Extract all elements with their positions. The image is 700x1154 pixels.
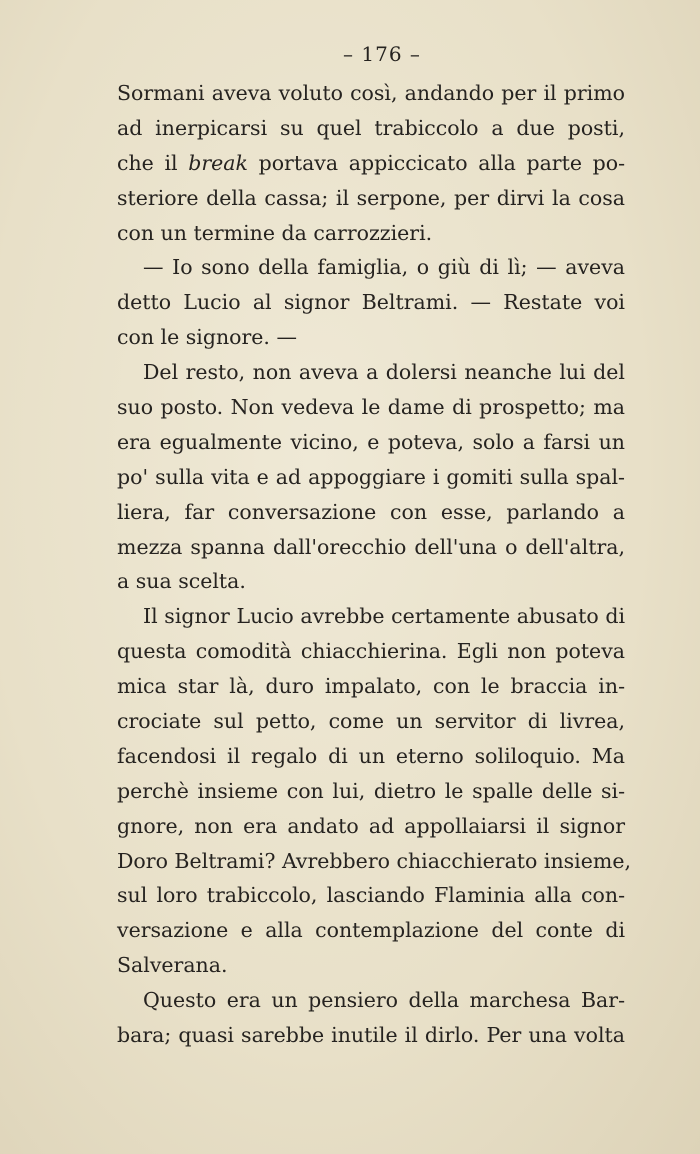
text-line: sul loro trabiccolo, lasciando Flaminia alla con- — [117, 883, 625, 908]
text-line: — Io sono della famiglia, o giù di lì; — aveva — [143, 255, 625, 280]
text-line: detto Lucio al signor Beltrami. — Restate voi — [117, 290, 625, 315]
text-line: Del resto, non aveva a dolersi neanche lui del — [143, 360, 625, 385]
text-line: Doro Beltrami? Avrebbero chiacchierato insieme, — [117, 848, 631, 873]
paragraph — [117, 599, 631, 983]
page-number: – 176 – — [343, 42, 421, 66]
text-line: a sua scelta. — [117, 569, 246, 594]
text-line: ad inerpicarsi su quel trabiccolo a due posti, — [117, 115, 625, 140]
paragraph — [117, 983, 625, 1053]
text-line: Salverana. — [117, 953, 228, 978]
paragraph — [117, 355, 625, 599]
paragraph — [117, 76, 625, 250]
text-line: mezza spanna dall'orecchio dell'una o dell'altra, — [117, 534, 625, 559]
italic-word: break — [188, 150, 248, 175]
text-line: facendosi il regalo di un eterno soliloquio. Ma — [117, 743, 625, 768]
text-line: versazione e alla contemplazione del conte di — [117, 918, 625, 943]
text-line: con un termine da carrozzieri. — [117, 220, 433, 245]
text-line: gnore, non era andato ad appollaiarsi il signor — [117, 813, 625, 838]
text-line: mica star là, duro impalato, con le braccia in- — [117, 674, 625, 699]
text-segment: portava appiccicato alla parte po- — [247, 150, 625, 175]
text-line: Sormani aveva voluto così, andando per il primo — [117, 81, 625, 105]
text-line: steriore della cassa; il serpone, per dirvi la cosa — [117, 185, 625, 210]
text-line: Il signor Lucio avrebbe certamente abusato di — [143, 604, 625, 629]
body-text — [117, 76, 631, 1053]
text-line: bara; quasi sarebbe inutile il dirlo. Per una volta — [117, 1023, 625, 1048]
text-line: crociate sul petto, come un servitor di livrea, — [117, 709, 625, 734]
text-line: con le signore. — — [117, 325, 297, 350]
text-line: po' sulla vita e ad appoggiare i gomiti sulla spal- — [117, 464, 625, 489]
text-line: Questo era un pensiero della marchesa Bar- — [143, 988, 625, 1013]
paragraph — [117, 250, 625, 355]
text-line — [117, 146, 625, 181]
text-line: questa comodità chiacchierina. Egli non poteva — [117, 639, 625, 664]
text-line: era egualmente vicino, e poteva, solo a farsi un — [117, 429, 625, 454]
text-line: suo posto. Non vedeva le dame di prospetto; ma — [117, 395, 625, 420]
text-line: perchè insieme con lui, dietro le spalle delle si- — [117, 778, 625, 803]
text-line: liera, far conversazione con esse, parlando a — [117, 499, 625, 524]
text-segment: che il — [117, 150, 189, 175]
